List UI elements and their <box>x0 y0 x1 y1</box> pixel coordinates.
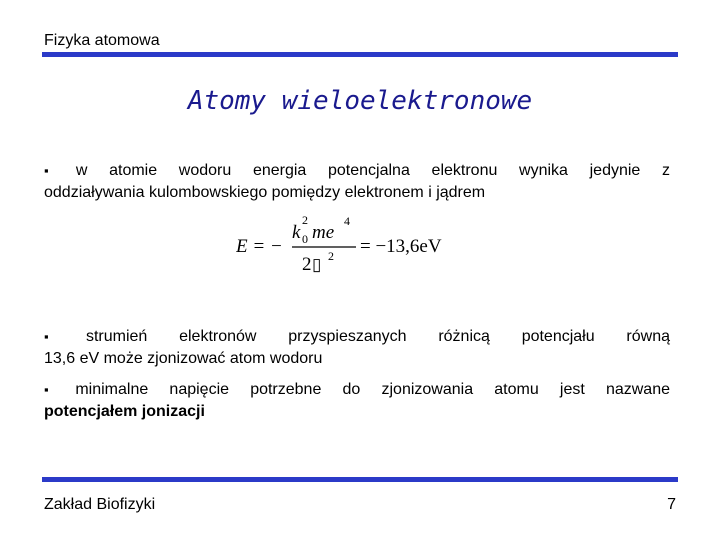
formula-numerator-rest: me <box>312 222 335 243</box>
bullet-line <box>44 379 670 401</box>
bullet-icon: ▪ <box>44 329 76 344</box>
page-number: 7 <box>667 496 676 513</box>
formula-rhs: = −13,6eV <box>360 236 442 257</box>
paragraph-text: minimalne napięcie potrzebne do zjonizowania atomu jest nazwane <box>75 381 671 398</box>
paragraph-text: strumień elektronów przyspieszanych różnicą potencjału równą <box>85 328 670 345</box>
formula-denominator-box: ▯ <box>312 255 322 274</box>
slide-title: Atomy wieloelektronowe <box>187 86 533 116</box>
energy-formula <box>236 212 456 282</box>
bullet-paragraph-3 <box>44 379 670 423</box>
footer-department: Zakład Biofizyki <box>44 496 156 513</box>
bullet-line <box>44 326 670 348</box>
bullet-icon: ▪ <box>44 163 66 178</box>
header-rule <box>42 52 678 57</box>
slide-header: Fizyka atomowa <box>44 32 160 49</box>
bullet-line <box>44 160 670 182</box>
bullet-paragraph-2 <box>44 326 670 370</box>
formula-numerator-sub: 0 <box>302 232 308 246</box>
formula-denominator-sup: 2 <box>328 249 334 263</box>
footer-rule <box>42 477 678 482</box>
bullet-paragraph-1 <box>44 160 670 204</box>
bullet-icon: ▪ <box>44 382 66 397</box>
paragraph-text-bold: potencjałem jonizacji <box>44 403 205 420</box>
formula-numerator-k: k <box>292 222 301 243</box>
formula-numerator-rest-sup: 4 <box>344 214 350 228</box>
paragraph-text: 13,6 eV może zjonizować atom wodoru <box>44 350 323 367</box>
formula-lhs: E = − <box>236 236 283 257</box>
paragraph-text: w atomie wodoru energia potencjalna elektronu wynika jedynie z <box>75 162 671 179</box>
paragraph-text: oddziaływania kulombowskiego pomiędzy elektronem i jądrem <box>44 184 486 201</box>
formula-denominator: 2 <box>302 254 312 275</box>
formula-numerator-sup: 2 <box>302 213 308 227</box>
